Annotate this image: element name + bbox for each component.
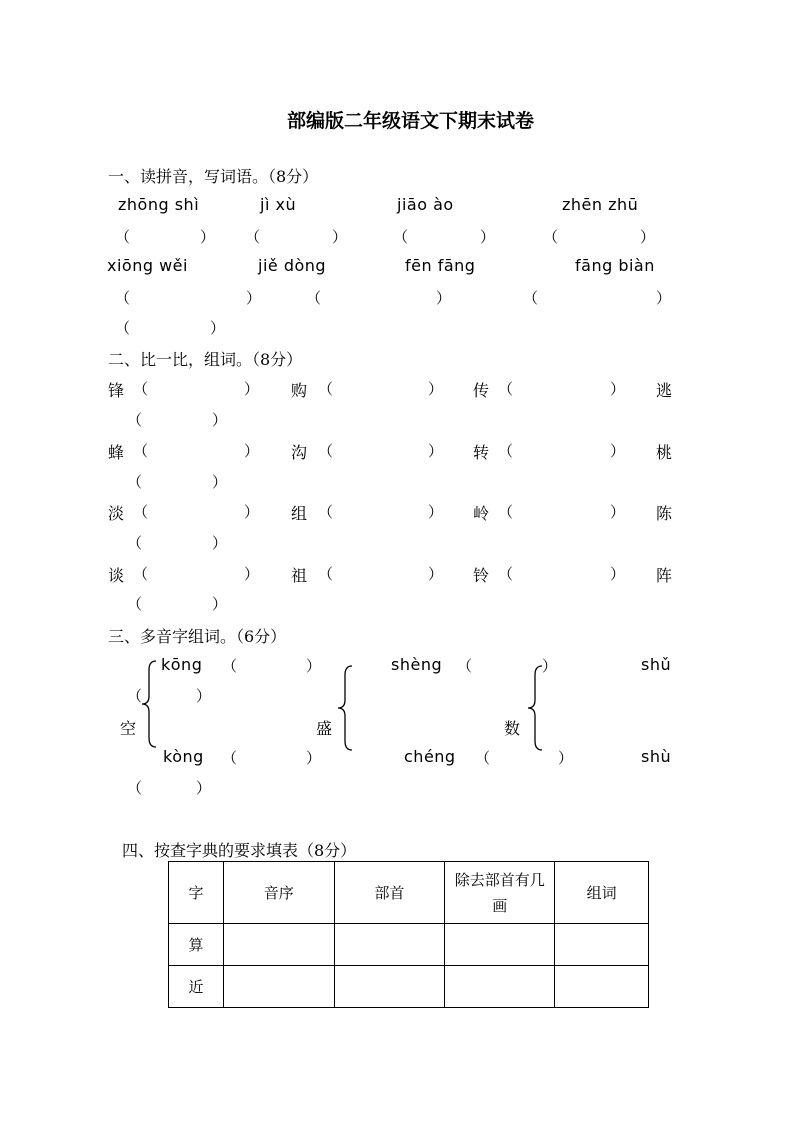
table-cell-input[interactable]	[334, 924, 445, 966]
compare-answer-1-2-open[interactable]: （	[318, 380, 334, 398]
polyphone-3-top-pinyin: shǔ	[641, 655, 672, 674]
table-cell-input[interactable]	[445, 966, 555, 1008]
brace-icon	[336, 665, 354, 751]
polyphone-2-bottom-open[interactable]: （	[475, 749, 491, 767]
table-cell-input[interactable]	[223, 924, 334, 966]
compare-answer-1-1-open[interactable]: （	[133, 380, 149, 398]
compare-char-3-4: 陈	[656, 504, 673, 523]
answer-1-1-close: ）	[200, 228, 216, 246]
compare-answer-1-3-close: ）	[610, 380, 626, 398]
answer-1-3-open[interactable]: （	[393, 228, 409, 246]
compare-answer-1-1-close: ）	[244, 380, 260, 398]
compare-answer-3-1-close: ）	[244, 503, 260, 521]
compare-answer-4-1-close: ）	[244, 565, 260, 583]
answer-2-3-close: ）	[656, 289, 672, 307]
pinyin-2-4: fāng biàn	[575, 256, 655, 275]
answer-1-4-close: ）	[640, 228, 656, 246]
answer-1-2-open[interactable]: （	[245, 228, 261, 246]
table-cell-char: 算	[169, 924, 224, 966]
compare-char-2-1: 蜂	[108, 443, 125, 462]
polyphone-1-extra-open[interactable]: （	[127, 687, 143, 705]
pinyin-1-4: zhēn zhū	[562, 195, 639, 214]
polyphone-2-bottom-close: ）	[558, 749, 574, 767]
polyphone-2-top-close: ）	[542, 657, 558, 675]
compare-answer-2-3-close: ）	[610, 442, 626, 460]
table-cell-input[interactable]	[334, 966, 445, 1008]
polyphone-1-bottom-open[interactable]: （	[222, 749, 238, 767]
answer-2-4-open[interactable]: （	[115, 319, 131, 337]
polyphone-1-bottom-extra-open[interactable]: （	[127, 779, 143, 797]
answer-2-1-close: ）	[246, 289, 262, 307]
polyphone-1-top-open[interactable]: （	[222, 657, 238, 675]
answer-1-4-open[interactable]: （	[543, 228, 559, 246]
polyphone-1-bottom-pinyin: kòng	[163, 747, 204, 766]
table-cell-input[interactable]	[555, 924, 649, 966]
compare-answer-3-2-close: ）	[428, 503, 444, 521]
compare-answer-2-2-open[interactable]: （	[318, 442, 334, 460]
polyphone-2-char: 盛	[316, 719, 333, 738]
table-row	[169, 966, 649, 1008]
polyphone-1-top-pinyin: kōng	[161, 655, 203, 674]
polyphone-1-top-close: ）	[306, 657, 322, 675]
section-3-heading: 三、多音字组词。（6分）	[108, 627, 287, 646]
table-header-char: 字	[169, 862, 224, 924]
brace-icon	[526, 665, 544, 751]
pinyin-2-1: xiōng wěi	[107, 256, 188, 275]
answer-2-2-close: ）	[436, 289, 452, 307]
answer-2-2-open[interactable]: （	[306, 289, 322, 307]
compare-answer-4-3-open[interactable]: （	[498, 565, 514, 583]
compare-char-2-2: 沟	[291, 443, 308, 462]
table-cell-input[interactable]	[555, 966, 649, 1008]
compare-answer-2-4-close: ）	[212, 473, 228, 491]
polyphone-3-char: 数	[504, 719, 521, 738]
compare-answer-3-1-open[interactable]: （	[133, 503, 149, 521]
compare-answer-4-2-open[interactable]: （	[318, 565, 334, 583]
table-row	[169, 924, 649, 966]
table-header-words: 组词	[555, 862, 649, 924]
compare-char-3-2: 组	[291, 504, 308, 523]
section-2-heading: 二、比一比，组词。（8分）	[108, 350, 303, 369]
table-cell-input[interactable]	[445, 924, 555, 966]
compare-char-4-4: 阵	[656, 566, 673, 585]
polyphone-1-extra-close: ）	[196, 687, 212, 705]
pinyin-1-1: zhōng shì	[118, 195, 200, 214]
compare-answer-1-4-open[interactable]: （	[127, 411, 143, 429]
answer-2-4-close: ）	[210, 319, 226, 337]
compare-answer-3-4-open[interactable]: （	[127, 534, 143, 552]
compare-answer-2-1-open[interactable]: （	[133, 442, 149, 460]
answer-1-3-close: ）	[480, 228, 496, 246]
section-1-heading: 一、读拼音，写词语。（8分）	[108, 167, 319, 186]
compare-char-2-3: 转	[473, 443, 490, 462]
section-4-heading: 四、按查字典的要求填表（8分）	[122, 841, 357, 860]
polyphone-1-bottom-extra-close: ）	[196, 779, 212, 797]
compare-answer-1-4-close: ）	[212, 411, 228, 429]
compare-char-1-4: 逃	[656, 381, 673, 400]
compare-answer-2-1-close: ）	[244, 442, 260, 460]
dictionary-table	[168, 861, 649, 1008]
compare-char-2-4: 桃	[656, 443, 673, 462]
compare-answer-4-2-close: ）	[428, 565, 444, 583]
compare-answer-2-3-open[interactable]: （	[498, 442, 514, 460]
compare-char-4-3: 铃	[473, 566, 490, 585]
answer-1-2-close: ）	[332, 228, 348, 246]
table-cell-input[interactable]	[223, 966, 334, 1008]
page-title: 部编版二年级语文下期末试卷	[287, 110, 535, 132]
compare-answer-3-2-open[interactable]: （	[318, 503, 334, 521]
answer-2-1-open[interactable]: （	[115, 289, 131, 307]
compare-answer-4-4-close: ）	[212, 595, 228, 613]
table-header-strokes: 除去部首有几画	[445, 862, 555, 924]
answer-1-1-open[interactable]: （	[115, 228, 131, 246]
compare-answer-4-4-open[interactable]: （	[127, 595, 143, 613]
polyphone-2-top-pinyin: shèng	[391, 655, 443, 674]
compare-char-1-1: 锋	[108, 381, 125, 400]
compare-char-4-1: 谈	[108, 566, 125, 585]
compare-char-3-3: 岭	[473, 504, 490, 523]
pinyin-2-3: fēn fāng	[405, 256, 476, 275]
polyphone-3-bottom-pinyin: shù	[641, 747, 672, 766]
answer-2-3-open[interactable]: （	[523, 289, 539, 307]
compare-answer-3-3-close: ）	[610, 503, 626, 521]
compare-char-1-3: 传	[473, 381, 490, 400]
compare-char-4-2: 祖	[291, 566, 308, 585]
polyphone-1-bottom-close: ）	[306, 749, 322, 767]
compare-answer-3-3-open[interactable]: （	[498, 503, 514, 521]
compare-answer-4-1-open[interactable]: （	[133, 565, 149, 583]
pinyin-1-3: jiāo ào	[397, 195, 454, 214]
compare-answer-1-3-open[interactable]: （	[498, 380, 514, 398]
polyphone-2-bottom-pinyin: chéng	[404, 747, 456, 766]
compare-char-1-2: 购	[291, 381, 308, 400]
compare-char-3-1: 淡	[108, 504, 125, 523]
brace-icon	[140, 660, 158, 748]
pinyin-2-2: jiě dòng	[258, 256, 327, 275]
table-cell-char: 近	[169, 966, 224, 1008]
compare-answer-2-4-open[interactable]: （	[127, 473, 143, 491]
polyphone-2-top-open[interactable]: （	[457, 657, 473, 675]
compare-answer-2-2-close: ）	[428, 442, 444, 460]
polyphone-1-char: 空	[120, 719, 137, 738]
pinyin-1-2: jì xù	[260, 195, 297, 214]
compare-answer-3-4-close: ）	[212, 534, 228, 552]
table-header-radical: 部首	[334, 862, 445, 924]
compare-answer-4-3-close: ）	[610, 565, 626, 583]
table-header-initial: 音序	[223, 862, 334, 924]
compare-answer-1-2-close: ）	[428, 380, 444, 398]
